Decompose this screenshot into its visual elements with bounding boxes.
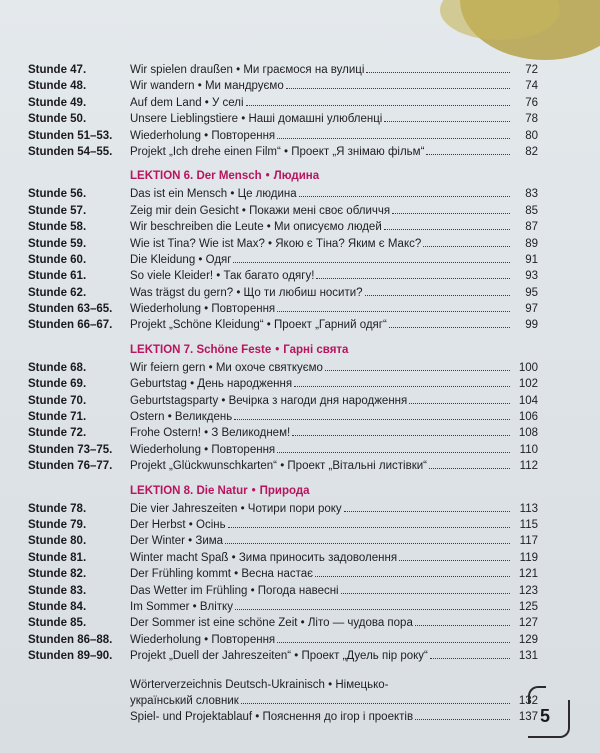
page-reference: 89	[525, 237, 538, 250]
vocab-row	[28, 693, 538, 709]
page-reference: 112	[519, 460, 538, 473]
page-reference: 91	[525, 253, 538, 266]
toc-row	[28, 599, 538, 615]
lesson-title: Unsere Lieblingstiere • Наші домашні улюбленці	[130, 113, 383, 126]
lesson-number: Stunde 83.	[28, 584, 87, 597]
page-reference: 102	[518, 378, 538, 391]
page-reference: 97	[525, 303, 538, 316]
lesson-title-wrap	[130, 111, 512, 127]
lesson-title: Wir beschreiben die Leute • Ми описуємо людей	[130, 221, 382, 234]
lesson-title: Wiederholung • Повторення	[130, 633, 276, 646]
appendix-title: український словник	[130, 694, 239, 707]
page-reference: 99	[525, 319, 538, 332]
lesson-title: Auf dem Land • У селі	[130, 96, 244, 109]
lektion-title-uk: Гарні свята	[283, 343, 349, 356]
dot-leader	[316, 278, 510, 279]
toc-row	[28, 95, 538, 111]
toc-row	[28, 301, 538, 317]
lesson-title: Wiederholung • Повторення	[130, 129, 276, 142]
toc-row	[28, 62, 538, 78]
lesson-number: Stunde 60.	[28, 253, 87, 266]
lesson-title-wrap	[130, 393, 512, 409]
lesson-title-wrap	[130, 566, 512, 582]
lesson-title: Geburtstag • День народження	[130, 378, 293, 391]
lesson-title: Wie ist Tina? Wie ist Max? • Якою є Тіна? Яким є Макс?	[130, 237, 422, 250]
dot-leader	[409, 403, 510, 404]
lesson-title-wrap	[130, 458, 512, 474]
lesson-number: Stunde 49.	[28, 96, 87, 109]
lesson-title: Der Winter • Зима	[130, 535, 224, 548]
dot-leader	[415, 719, 510, 720]
toc-row	[28, 648, 538, 664]
dot-leader	[399, 560, 510, 561]
dot-leader	[241, 703, 510, 704]
appendix-block	[28, 677, 538, 726]
bullet-separator: •	[251, 484, 256, 497]
dot-leader	[234, 419, 510, 420]
page-reference: 74	[525, 80, 538, 93]
lesson-number: Stunde 80.	[28, 535, 87, 548]
toc-row	[28, 78, 538, 94]
toc-row	[28, 442, 538, 458]
lesson-title: Projekt „Glückwunschkarten“ • Проект „Вітальні листівки“	[130, 460, 427, 473]
toc-row	[28, 144, 538, 160]
lesson-number: Stunde 72.	[28, 427, 87, 440]
table-of-contents	[28, 62, 538, 726]
bullet-separator: •	[265, 170, 270, 183]
dot-leader	[365, 295, 510, 296]
lesson-title: Wir feiern gern • Ми охоче святкуємо	[130, 361, 323, 374]
lesson-number: Stunden 51–53.	[28, 129, 113, 142]
dot-leader	[292, 435, 510, 436]
lesson-title-wrap	[130, 186, 512, 202]
lesson-title: Die Kleidung • Одяг	[130, 253, 232, 266]
lektion-title-de: LEKTION 6. Der Mensch	[130, 170, 262, 183]
page-reference: 113	[519, 502, 538, 515]
lesson-title-wrap	[130, 252, 512, 268]
dot-leader	[426, 154, 510, 155]
lesson-title-wrap	[130, 501, 512, 517]
lesson-number: Stunde 57.	[28, 204, 87, 217]
lesson-title-wrap	[130, 583, 512, 599]
lesson-number: Stunden 54–55.	[28, 145, 113, 158]
page-reference: 82	[525, 145, 538, 158]
lesson-number: Stunde 79.	[28, 518, 87, 531]
lesson-number: Stunden 89–90.	[28, 650, 113, 663]
dot-leader	[277, 452, 510, 453]
page-reference: 104	[518, 394, 538, 407]
lektion-heading	[130, 168, 538, 184]
dot-leader	[389, 327, 510, 328]
appendix-title: Spiel- und Projektablauf • Пояснення до ігор і проектів	[130, 711, 414, 724]
dot-leader	[228, 527, 510, 528]
dot-leader	[423, 246, 510, 247]
lesson-title-wrap	[130, 376, 512, 392]
lesson-number: Stunde 82.	[28, 568, 87, 581]
vocab-title-line1: Wörterverzeichnis Deutsch-Ukrainisch • Німецько-	[130, 678, 389, 691]
lesson-title-wrap	[130, 317, 512, 333]
lesson-title-wrap	[130, 517, 512, 533]
lektion-heading	[130, 483, 538, 499]
dot-leader	[286, 88, 510, 89]
lesson-title: Was trägst du gern? • Що ти любиш носити?	[130, 286, 363, 299]
page-reference: 106	[518, 411, 538, 424]
toc-row	[28, 458, 538, 474]
lesson-title: Der Sommer ist eine schöne Zeit • Літо — чудова пора	[130, 617, 413, 630]
lesson-number: Stunden 86–88.	[28, 633, 113, 646]
lesson-number: Stunde 62.	[28, 286, 87, 299]
spiel-row	[28, 709, 538, 725]
lesson-title-wrap	[130, 285, 512, 301]
lektion-title-de: LEKTION 8. Die Natur	[130, 484, 248, 497]
lesson-title: Im Sommer • Влітку	[130, 600, 233, 613]
lesson-title-wrap	[130, 360, 512, 376]
toc-row	[28, 252, 538, 268]
lesson-number: Stunde 84.	[28, 600, 87, 613]
lesson-title-wrap	[130, 78, 512, 94]
toc-row	[28, 186, 538, 202]
lesson-title: Projekt „Duell der Jahreszeiten“ • Проект „Дуель пір року“	[130, 650, 428, 663]
toc-row	[28, 566, 538, 582]
dot-leader	[384, 229, 510, 230]
page-reference: 85	[525, 204, 538, 217]
dot-leader	[429, 468, 510, 469]
toc-row	[28, 111, 538, 127]
lesson-title: Frohe Ostern! • З Великоднем!	[130, 427, 291, 440]
page-reference: 127	[518, 617, 538, 630]
lesson-title-wrap	[130, 409, 512, 425]
lektion-heading	[130, 342, 538, 358]
page-reference: 121	[518, 568, 538, 581]
lesson-title: So viele Kleider! • Так багато одягу!	[130, 270, 315, 283]
lesson-title-wrap	[130, 615, 512, 631]
page-reference: 117	[519, 535, 538, 548]
lesson-title: Zeig mir dein Gesicht • Покажи мені своє обличчя	[130, 204, 391, 217]
dot-leader	[315, 576, 510, 577]
toc-row	[28, 533, 538, 549]
toc-row	[28, 550, 538, 566]
lesson-title-wrap	[130, 550, 512, 566]
page-reference: 78	[525, 113, 538, 126]
dot-leader	[392, 213, 510, 214]
toc-row	[28, 583, 538, 599]
lesson-title-wrap	[130, 219, 512, 235]
page-number: 5	[540, 706, 551, 726]
lesson-title: Das ist ein Mensch • Це людина	[130, 188, 297, 201]
dot-leader	[344, 511, 510, 512]
lesson-title: Die vier Jahreszeiten • Чотири пори року	[130, 502, 342, 515]
toc-row	[28, 409, 538, 425]
lesson-number: Stunde 59.	[28, 237, 87, 250]
dot-leader	[246, 105, 510, 106]
lesson-title-wrap	[130, 648, 512, 664]
dot-leader	[366, 72, 510, 73]
dot-leader	[233, 262, 510, 263]
toc-row	[28, 128, 538, 144]
toc-row	[28, 268, 538, 284]
dot-leader	[225, 543, 510, 544]
dot-leader	[299, 196, 510, 197]
toc-row	[28, 317, 538, 333]
page-reference: 108	[518, 427, 538, 440]
toc-row	[28, 203, 538, 219]
lesson-number: Stunden 66–67.	[28, 319, 113, 332]
toc-row	[28, 632, 538, 648]
lesson-number: Stunde 81.	[28, 551, 87, 564]
lesson-number: Stunde 48.	[28, 80, 87, 93]
lesson-title: Ostern • Великдень	[130, 411, 233, 424]
toc-row	[28, 285, 538, 301]
page-reference: 110	[519, 443, 538, 456]
toc-row	[28, 615, 538, 631]
lesson-number: Stunden 76–77.	[28, 460, 113, 473]
bullet-separator: •	[275, 343, 280, 356]
lesson-title: Geburtstagsparty • Вечірка з нагоди дня народження	[130, 394, 408, 407]
lesson-number: Stunde 47.	[28, 64, 87, 76]
lesson-title-wrap	[130, 128, 512, 144]
lesson-number: Stunde 70.	[28, 394, 87, 407]
lektion-title-de: LEKTION 7. Schöne Feste	[130, 343, 272, 356]
page-reference: 95	[525, 286, 538, 299]
page-reference: 125	[518, 600, 538, 613]
lesson-number: Stunde 61.	[28, 270, 87, 283]
lesson-title-wrap	[130, 425, 512, 441]
page-reference: 119	[519, 551, 538, 564]
lesson-title-wrap	[130, 144, 512, 160]
lesson-number: Stunde 69.	[28, 378, 87, 391]
page-reference: 123	[518, 584, 538, 597]
lesson-title-wrap	[130, 95, 512, 111]
lesson-title: Wiederholung • Повторення	[130, 303, 276, 316]
dot-leader	[430, 658, 510, 659]
lesson-title: Das Wetter im Frühling • Погода навесні	[130, 584, 339, 597]
lektion-title-uk: Людина	[273, 170, 320, 183]
lesson-number: Stunde 58.	[28, 221, 87, 234]
lesson-number: Stunde 68.	[28, 361, 87, 374]
lektion-title-uk: Природа	[259, 484, 310, 497]
lesson-title: Der Herbst • Осінь	[130, 518, 226, 531]
lesson-title-wrap	[130, 599, 512, 615]
dot-leader	[341, 593, 510, 594]
lesson-title: Wir wandern • Ми мандруємо	[130, 80, 284, 93]
dot-leader	[384, 121, 510, 122]
lesson-title: Wir spielen draußen • Ми граємося на вулиці	[130, 64, 365, 76]
page-reference: 100	[518, 361, 538, 374]
lesson-title: Der Frühling kommt • Весна настає	[130, 568, 314, 581]
dot-leader	[325, 370, 510, 371]
toc-row	[28, 376, 538, 392]
page-reference: 131	[518, 650, 538, 663]
toc-row	[28, 393, 538, 409]
lesson-number: Stunde 78.	[28, 502, 87, 515]
lesson-number: Stunde 71.	[28, 411, 87, 424]
toc-row	[28, 219, 538, 235]
lesson-number: Stunde 56.	[28, 188, 87, 201]
lesson-title: Winter macht Spaß • Зима приносить задоволення	[130, 551, 398, 564]
page-reference: 76	[525, 96, 538, 109]
lesson-title: Projekt „Ich drehe einen Film“ • Проект „Я знімаю фільм“	[130, 145, 425, 158]
page-reference: 132	[518, 694, 538, 707]
toc-row	[28, 425, 538, 441]
toc-row	[28, 501, 538, 517]
lesson-title-wrap	[130, 442, 512, 458]
page-reference: 80	[525, 129, 538, 142]
lesson-title-wrap	[130, 203, 512, 219]
dot-leader	[294, 386, 510, 387]
lesson-title-wrap	[130, 533, 512, 549]
lesson-title: Projekt „Schöne Kleidung“ • Проект „Гарний одяг“	[130, 319, 387, 332]
dot-leader	[277, 311, 510, 312]
lesson-number: Stunden 73–75.	[28, 443, 113, 456]
dot-leader	[235, 609, 510, 610]
lesson-title-wrap	[130, 632, 512, 648]
lesson-number: Stunde 50.	[28, 113, 87, 126]
page-reference: 115	[519, 518, 538, 531]
lesson-title-wrap	[130, 301, 512, 317]
dot-leader	[277, 138, 510, 139]
appendix-title-wrap	[130, 709, 512, 725]
toc-row	[28, 236, 538, 252]
page-reference: 93	[525, 270, 538, 283]
lesson-title-wrap	[130, 268, 512, 284]
page-reference: 83	[525, 188, 538, 201]
page-reference: 129	[518, 633, 538, 646]
lesson-title-wrap	[130, 62, 512, 78]
page-reference: 72	[525, 64, 538, 76]
toc-row	[28, 517, 538, 533]
page-reference: 87	[525, 221, 538, 234]
dot-leader	[277, 642, 510, 643]
lesson-title-wrap	[130, 236, 512, 252]
appendix-title-wrap	[130, 693, 512, 709]
lesson-number: Stunde 85.	[28, 617, 87, 630]
lesson-title: Wiederholung • Повторення	[130, 443, 276, 456]
lesson-number: Stunden 63–65.	[28, 303, 113, 316]
page-reference: 137	[518, 711, 538, 724]
dot-leader	[415, 625, 510, 626]
toc-row	[28, 360, 538, 376]
